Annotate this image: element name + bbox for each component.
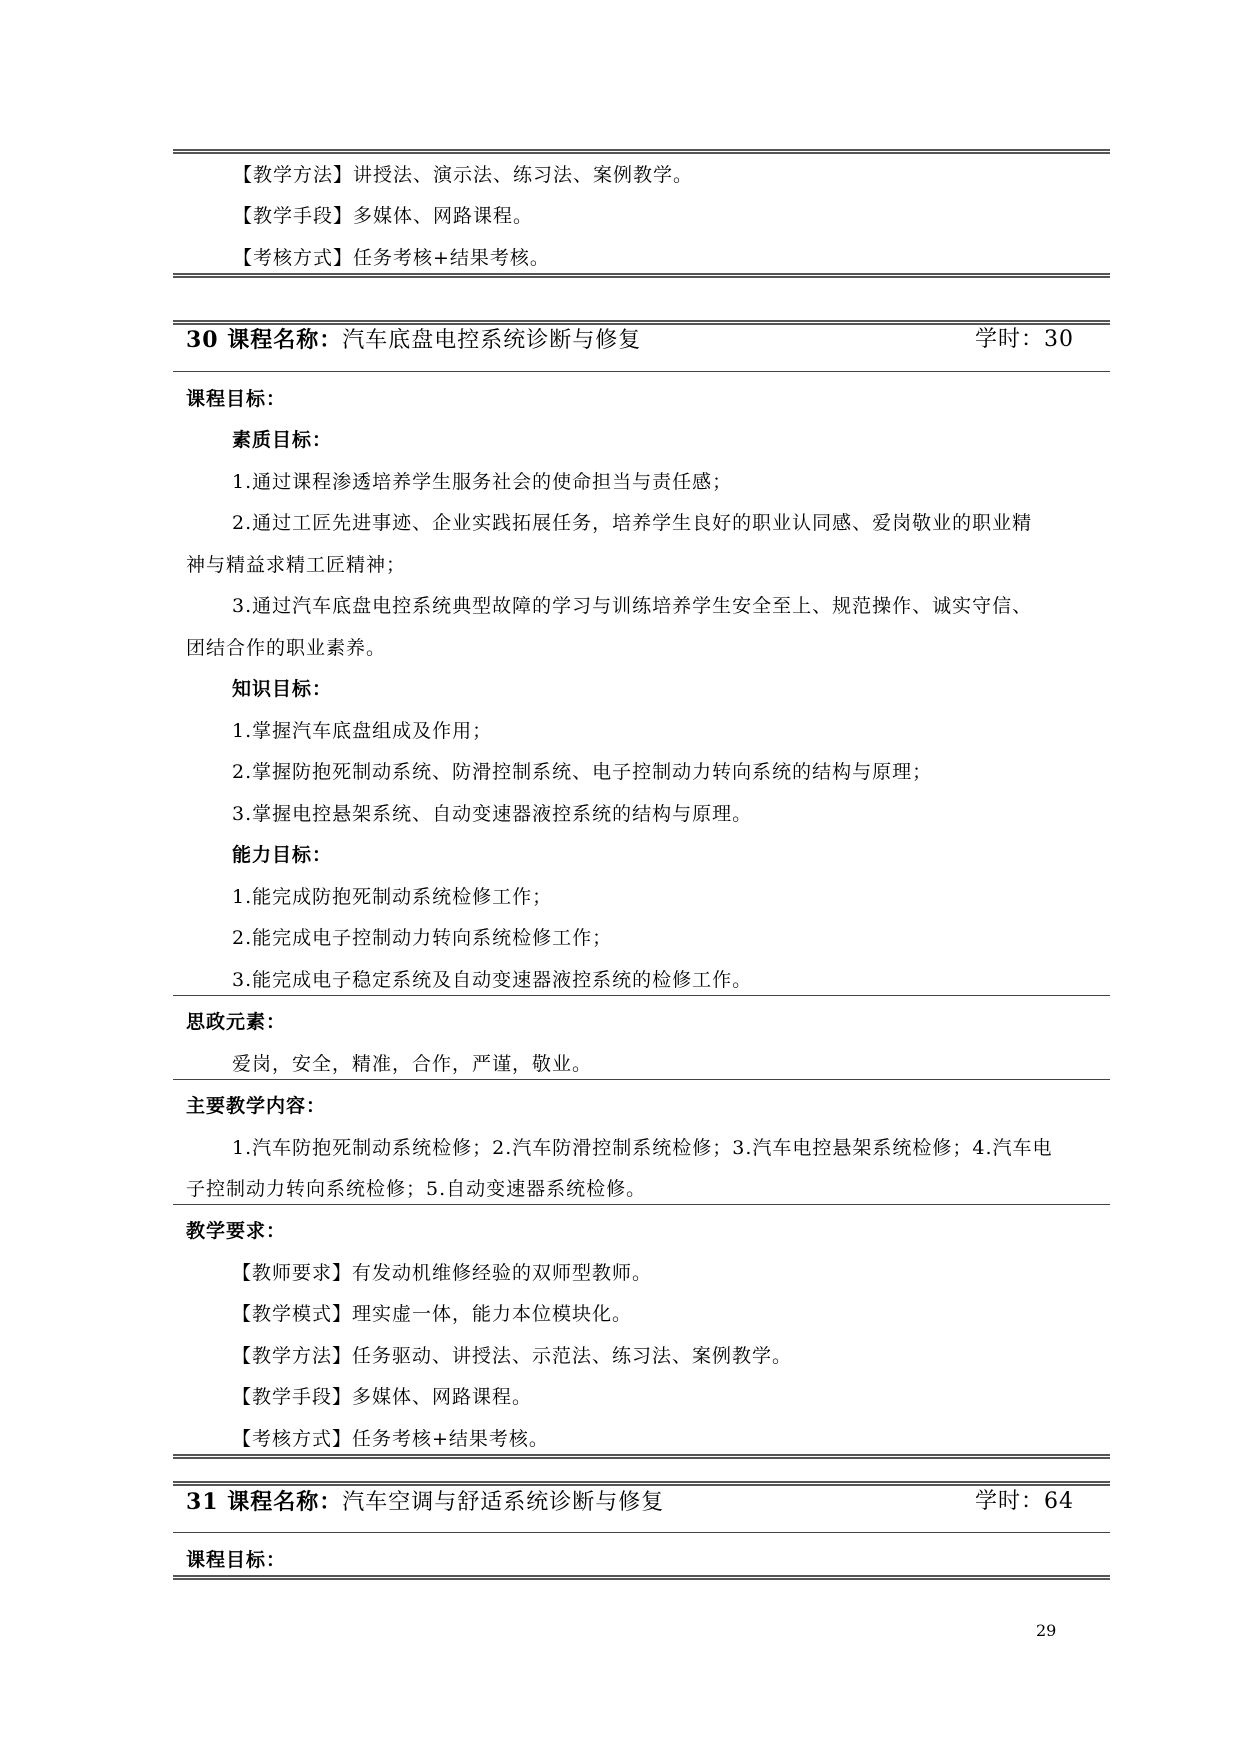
requirement-item: 【教师要求】有发动机维修经验的双师型教师。 [232, 1262, 653, 1284]
requirement-item: 【教学手段】多媒体、网路课程。 [232, 1386, 533, 1408]
knowledge-item: 2.掌握防抱死制动系统、防滑控制系统、电子控制动力转向系统的结构与原理； [232, 761, 933, 783]
prev-assessment: 【考核方式】任务考核+结果考核。 [233, 247, 550, 269]
course30-title-label: 30 课程名称： [186, 327, 343, 353]
course31-title-label: 31 课程名称： [186, 1489, 343, 1515]
course30-title-row [186, 326, 641, 355]
ability-label: 能力目标： [232, 844, 333, 866]
course31-title: 汽车空调与舒适系统诊断与修复 [342, 1490, 665, 1515]
page-number: 29 [1036, 1621, 1057, 1640]
ability-item: 2.能完成电子控制动力转向系统检修工作； [232, 927, 613, 949]
knowledge-label: 知识目标： [232, 678, 333, 700]
section-double-rule [173, 1454, 1110, 1459]
ideology-text: 爱岗，安全，精准，合作，严谨，敬业。 [232, 1053, 593, 1075]
top-double-rule [173, 149, 1110, 154]
divider [173, 995, 1110, 996]
requirement-item: 【考核方式】任务考核+结果考核。 [232, 1428, 549, 1450]
divider [173, 371, 1110, 372]
course31-goals-label: 课程目标： [186, 1549, 287, 1571]
quality-item: 2.通过工匠先进事迹、企业实践拓展任务，培养学生良好的职业认同感、爱岗敬业的职业精 [232, 512, 1033, 534]
bottom-double-rule [173, 1575, 1110, 1580]
knowledge-item: 1.掌握汽车底盘组成及作用； [232, 720, 493, 742]
divider [173, 1532, 1110, 1533]
requirement-item: 【教学方法】任务驱动、讲授法、示范法、练习法、案例教学。 [232, 1345, 793, 1367]
prev-means: 【教学手段】多媒体、网路课程。 [233, 205, 534, 227]
course30-goals-label: 课程目标： [186, 388, 287, 410]
course31-hours: 学时：64 [975, 1489, 1074, 1514]
course30-hours: 学时：30 [975, 327, 1074, 352]
requirements-label: 教学要求： [186, 1220, 287, 1242]
divider [173, 1204, 1110, 1205]
course30-top-rule [173, 320, 1110, 325]
requirement-item: 【教学模式】理实虚一体，能力本位模块化。 [232, 1303, 633, 1325]
ideology-label: 思政元素： [186, 1011, 287, 1033]
quality-item: 1.通过课程渗透培养学生服务社会的使命担当与责任感； [232, 471, 733, 493]
content-line: 1.汽车防抱死制动系统检修；2.汽车防滑控制系统检修；3.汽车电控悬架系统检修；4.汽车电 [232, 1137, 1053, 1159]
quality-item-cont: 团结合作的职业素养。 [186, 637, 387, 659]
content-line: 子控制动力转向系统检修；5.自动变速器系统检修。 [186, 1178, 647, 1200]
ability-item: 1.能完成防抱死制动系统检修工作； [232, 886, 553, 908]
divider [173, 1079, 1110, 1080]
course31-top-rule [173, 1481, 1110, 1486]
prev-method: 【教学方法】讲授法、演示法、练习法、案例教学。 [233, 164, 694, 186]
content-label: 主要教学内容： [186, 1095, 327, 1117]
quality-item-cont: 神与精益求精工匠精神； [186, 554, 407, 576]
quality-label: 素质目标： [232, 429, 333, 451]
course30-title: 汽车底盘电控系统诊断与修复 [342, 328, 642, 353]
section-double-rule [173, 273, 1110, 278]
knowledge-item: 3.掌握电控悬架系统、自动变速器液控系统的结构与原理。 [232, 803, 753, 825]
course31-title-row [186, 1488, 664, 1517]
quality-item: 3.通过汽车底盘电控系统典型故障的学习与训练培养学生安全至上、规范操作、诚实守信、 [232, 595, 1033, 617]
ability-item: 3.能完成电子稳定系统及自动变速器液控系统的检修工作。 [232, 969, 753, 991]
